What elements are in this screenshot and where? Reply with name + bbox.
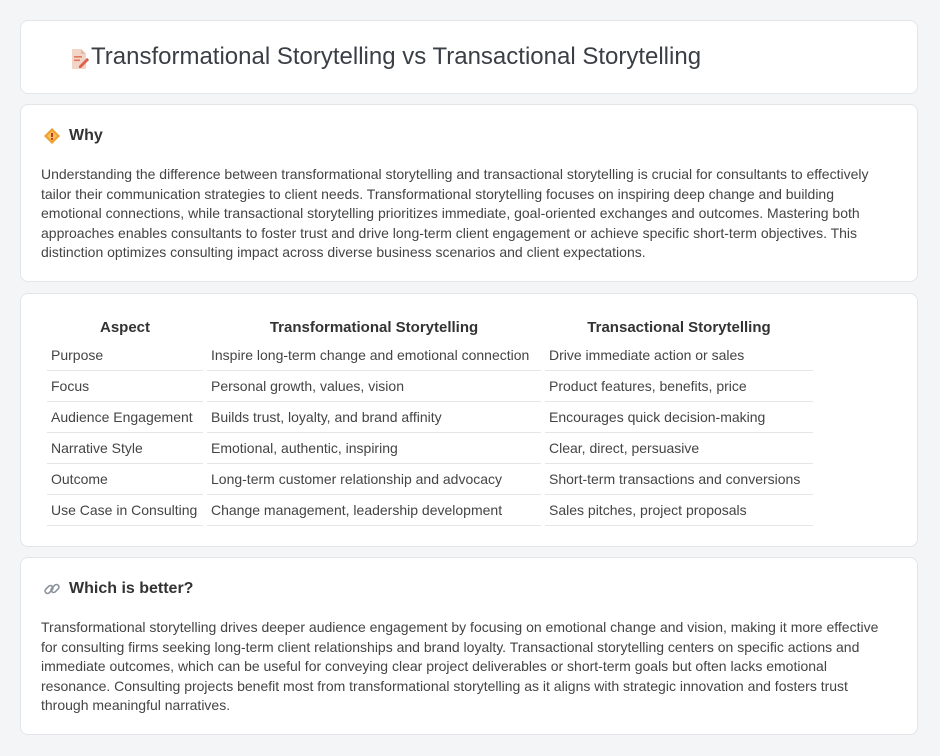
table-row: [47, 495, 813, 526]
table-header-row: [47, 314, 813, 340]
better-text: Transformational storytelling drives deeper audience engagement by focusing on emotional change and vision, making it more effective for consulting firms seeking long-term client relationships and brand loyalty. Transactional storytelling centers on specific actions and immediate outcomes, which can be useful for conveying clear project deliverables or short-term goals but often lacks emotional resonance. Consulting projects benefit most from transformational storytelling as it aligns with strategic innovation and fosters trust through meaningful narratives.: [41, 619, 879, 713]
table-row: [47, 402, 813, 433]
table-cell: Outcome: [47, 464, 203, 495]
better-heading-row: [43, 580, 193, 598]
title-card: [20, 20, 918, 94]
table-cell: Inspire long-term change and emotional connection: [207, 340, 541, 371]
table-cell: Change management, leadership development: [207, 495, 541, 526]
column-header-transactional: Transactional Storytelling: [587, 318, 771, 336]
table-row: [47, 433, 813, 464]
comparison-table: [43, 314, 817, 526]
table-cell: Audience Engagement: [47, 402, 203, 433]
table-cell: Focus: [47, 371, 203, 402]
table-cell: Purpose: [47, 340, 203, 371]
diamond-icon: [43, 127, 61, 145]
table-row: [47, 340, 813, 371]
table-cell: Personal growth, values, vision: [207, 371, 541, 402]
table-row: [47, 371, 813, 402]
link-icon: [43, 580, 61, 598]
table-cell: Builds trust, loyalty, and brand affinity: [207, 402, 541, 433]
table-cell: Narrative Style: [47, 433, 203, 464]
which-is-better-section: [20, 557, 918, 735]
column-header-aspect: Aspect: [99, 318, 151, 336]
page-title: Transformational Storytelling vs Transactional Storytelling: [91, 43, 702, 70]
column-header-transformational: Transformational Storytelling: [269, 318, 479, 336]
table-cell: Use Case in Consulting: [47, 495, 203, 526]
table-row: [47, 464, 813, 495]
why-section: [20, 104, 918, 282]
table-cell: Encourages quick decision-making: [545, 402, 813, 433]
table-cell: Drive immediate action or sales: [545, 340, 813, 371]
why-heading-row: [43, 127, 103, 145]
table-cell: Clear, direct, persuasive: [545, 433, 813, 464]
table-cell: Product features, benefits, price: [545, 371, 813, 402]
better-heading: Which is better?: [69, 580, 194, 597]
comparison-table-card: [20, 293, 918, 547]
table-cell: Sales pitches, project proposals: [545, 495, 813, 526]
table-cell: Short-term transactions and conversions: [545, 464, 813, 495]
table-cell: Emotional, authentic, inspiring: [207, 433, 541, 464]
why-text: Understanding the difference between transformational storytelling and transactional storytelling is crucial for consultants to effectively tailor their communication strategies to client needs. Transformational storytelling focuses on inspiring deep change and building emotional connections, while transactional storytelling prioritizes immediate, goal-oriented exchanges and outcomes. Mastering both approaches enables consultants to foster trust and drive long-term client engagement or achieve specific short-term objectives. This distinction optimizes consulting impact across diverse business scenarios and client expectations.: [41, 166, 869, 260]
document-edit-icon: [67, 47, 91, 71]
why-heading: Why: [69, 127, 103, 144]
table-cell: Long-term customer relationship and advocacy: [207, 464, 541, 495]
